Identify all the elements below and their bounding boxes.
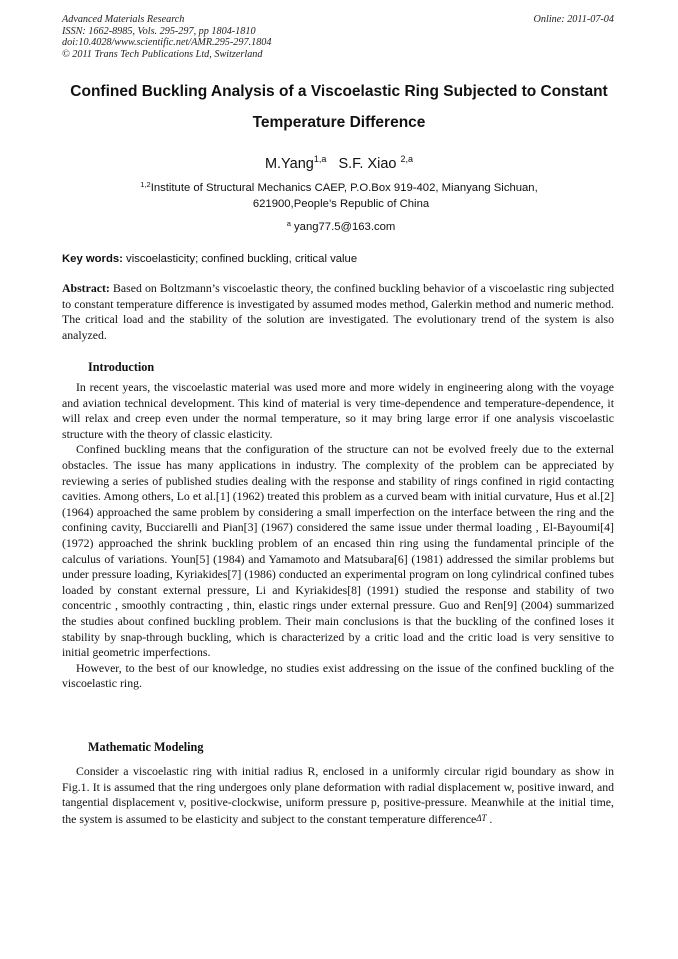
introduction-body	[62, 380, 614, 692]
affiliation-text-1: Institute of Structural Mechanics CAEP, P.O.Box 919-402, Mianyang Sichuan,	[150, 182, 538, 194]
keywords	[62, 252, 357, 266]
author-2-affil: 2,a	[400, 154, 414, 164]
abstract	[62, 281, 614, 343]
paper-title-line2: Temperature Difference	[252, 114, 426, 131]
abstract-label: Abstract:	[62, 281, 110, 295]
copyright-line: © 2011 Trans Tech Publications Ltd, Switzerland	[62, 48, 263, 60]
author-1: M.Yang	[264, 156, 314, 172]
intro-paragraph: Confined buckling means that the configuration of the structure can not be evolved freely due to the external obstacles. The issue has many applications in industry. The complexity of the problem can be appreciated by reviewing a series of published studies dealing with the response and stability of rings confined in rigid contacting cavities. Among others, Lo et al.[1] (1962) treated this problem as a curved beam with initial curvature, Hus et al.[2](1964) approached the same problem by considering a small imperfection on the interface between the ring and the confining cavity, Bucciarelli and Pian[3] (1967) considered the same issue under thermal loading , El-Bayoumi[4] (1972) approached the shrink buckling problem of an encased thin ring using the fundamental principle of the calculus of variations. Youn[5] (1984) and Yamamoto and Matsubara[6] (1981) addressed the similar problems but under pressure loading, Kyriakides[7] (1986) conducted an experimental program on long cylindrical confined tubes loaded by constant external pressure, Li and Kyriakides[8] (1991) studied the response and stability of two concentric , smoothly contracting , thin, elastic rings under external pressure. Guo and Ren[9] (2004) summarized the studies about confined buckling problem. Their main conclusions is that the buckling of the confined loses it stability by snap-through buckling, which is characterized by a critic load and the critic load is very sensitive to initial geometric imperfections.	[62, 442, 614, 660]
affiliation-line1	[0, 178, 678, 195]
affiliation-line2: 621900,People’s Republic of China	[252, 198, 430, 210]
introduction-heading: Introduction	[88, 360, 155, 374]
modeling-text: Consider a viscoelastic ring with initial radius R, enclosed in a uniformly circular rigid boundary as show in Fig.1. It is assumed that the ring undergoes only plane deformation with radial displacement w, positive inward, and tangential displacement v, positive-clockwise, uniform pressure p, positive-pressure. Meanwhile at the initial time, the system is assumed to be elasticity and subject to the constant temperature difference	[62, 764, 614, 826]
email-mark: a	[286, 219, 291, 228]
keywords-text: viscoelasticity; confined buckling, critical value	[122, 253, 358, 265]
journal-name: Advanced Materials Research	[62, 14, 185, 25]
modeling-body	[62, 764, 614, 827]
keywords-label: Key words:	[62, 253, 123, 265]
modeling-end: .	[486, 811, 493, 826]
email-line	[2, 217, 678, 234]
paper-title-line1: Confined Buckling Analysis of a Viscoelastic Ring Subjected to Constant	[70, 83, 608, 100]
abstract-text: Based on Boltzmann’s viscoelastic theory, the confined buckling behavior of a viscoelastic ring subjected to constant temperature difference is investigated by assumed modes method, Galerkin method and numeric method. The critical load and the stability of the solution are investigated. The evolutionary trend of the system is also analyzed.	[62, 281, 614, 342]
intro-paragraph: In recent years, the viscoelastic material was used more and more widely in engineering along with the voyage and aviation technical development. This kind of material is very time-dependence and temperature-dependence, it will relax and creep even under the normal temperature, so it may bring large error if one analysis viscoelastic structure with the theory of classic elasticity.	[62, 380, 614, 441]
author-list	[0, 150, 678, 173]
doi-line: doi:10.4028/www.scientific.net/AMR.295-297.1804	[62, 37, 272, 48]
intro-paragraph: However, to the best of our knowledge, no studies exist addressing on the issue of the confined buckling of the viscoelastic ring.	[62, 660, 614, 691]
author-2: S.F. Xiao	[338, 156, 397, 172]
online-date: Online: 2011-07-04	[533, 14, 614, 25]
author-1-affil: 1,a	[313, 154, 327, 164]
affiliation-mark: 1,2	[140, 180, 151, 189]
email-address[interactable]: yang77.5@163.com	[294, 221, 396, 233]
issn-line: ISSN: 1662-8985, Vols. 295-297, pp 1804-1810	[62, 25, 256, 37]
delta-t-symbol: ΔT	[476, 812, 487, 823]
journal-header	[62, 14, 271, 60]
modeling-heading: Mathematic Modeling	[88, 740, 204, 754]
